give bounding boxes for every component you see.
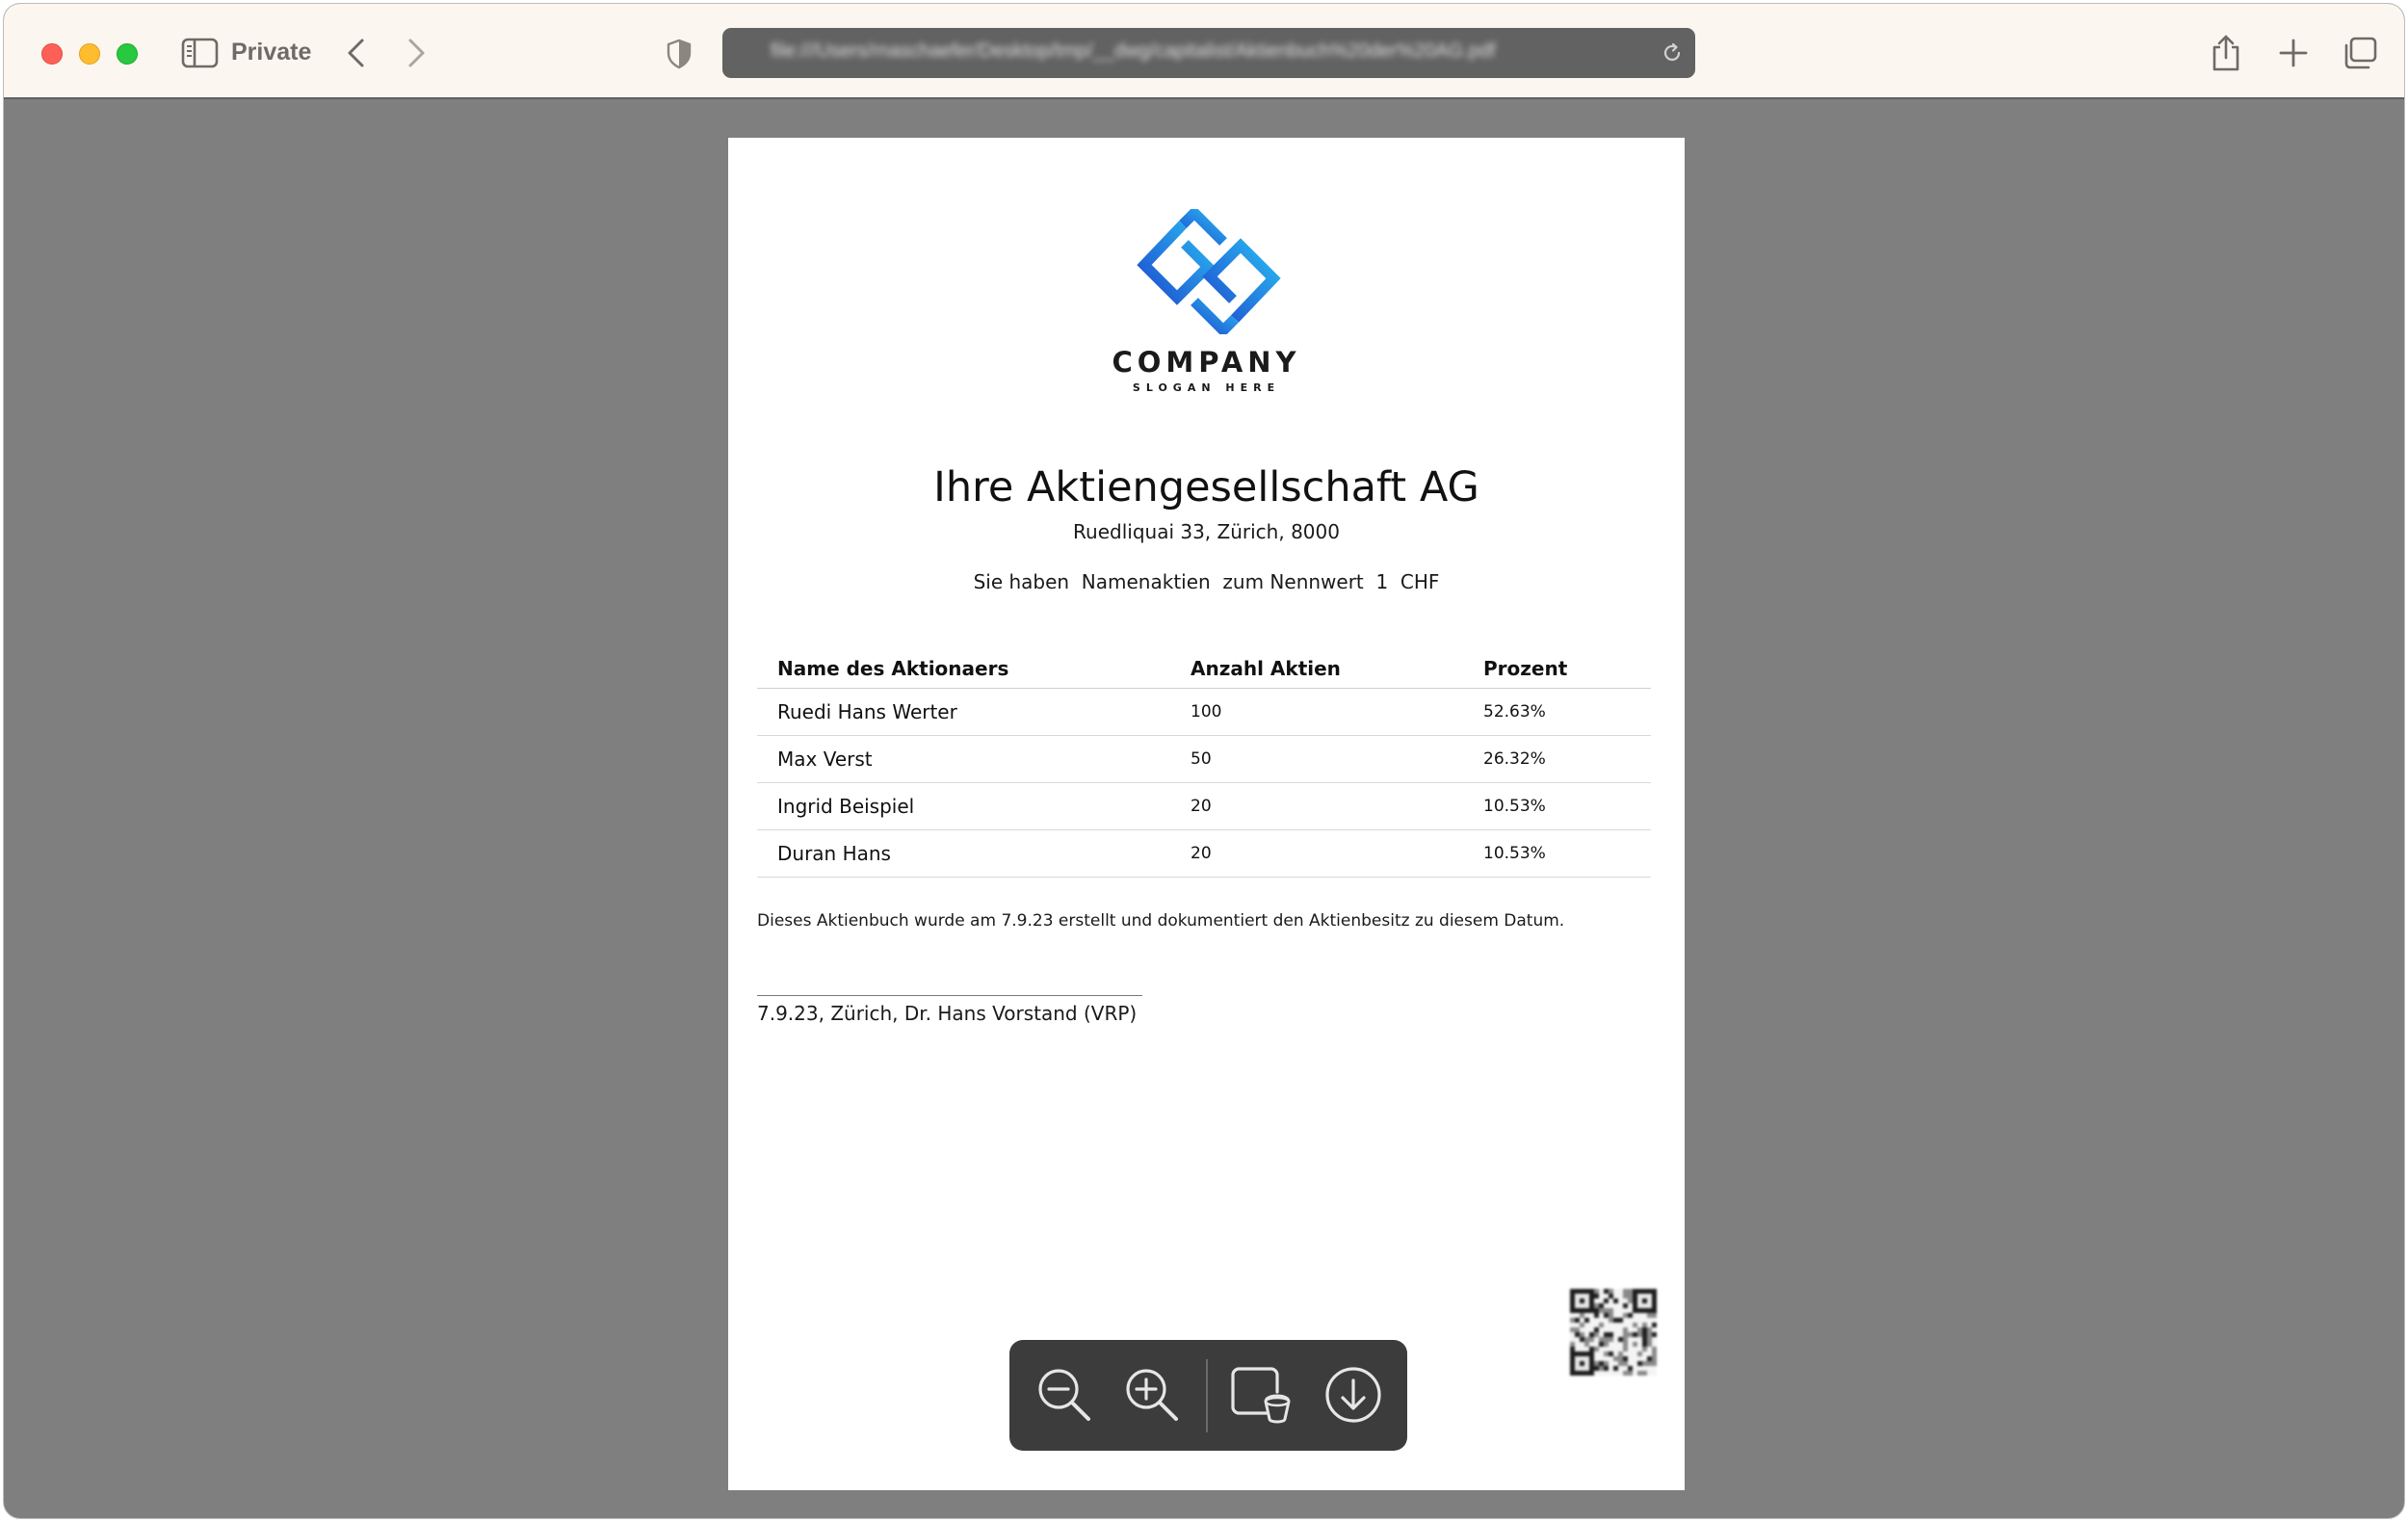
header-percent: Prozent <box>1483 657 1568 680</box>
markup-icon[interactable] <box>1227 1361 1295 1429</box>
share-percent: 10.53% <box>1483 797 1546 816</box>
private-mode-label: Private <box>231 39 312 66</box>
shareholder-name: Max Verst <box>777 748 873 771</box>
company-address: Ruedliquai 33, Zürich, 8000 <box>1073 520 1340 543</box>
qr-code-icon <box>1570 1289 1657 1376</box>
table-header <box>757 645 1651 689</box>
shareholder-name: Duran Hans <box>777 842 891 865</box>
document-title: Ihre Aktiengesellschaft AG <box>933 463 1479 512</box>
pdf-page <box>728 138 1685 1490</box>
chevron-left-icon[interactable] <box>341 35 370 71</box>
minimize-window-button[interactable] <box>79 43 100 65</box>
table-row <box>757 736 1651 783</box>
tabs-icon[interactable] <box>2341 35 2379 71</box>
share-count: 20 <box>1191 844 1212 863</box>
url-text: file:///Users/rnaschaefer/Desktop/tmp/__dwg/capitalist/Aktienbuch%20der%20AG.pdf <box>771 40 1496 62</box>
close-window-button[interactable] <box>41 43 63 65</box>
plus-icon[interactable] <box>2275 35 2312 71</box>
zoom-in-icon[interactable] <box>1118 1361 1186 1429</box>
company-slogan: SLOGAN HERE <box>1132 381 1281 394</box>
share-info-text: Sie haben Namenaktien zum Nennwert 1 CHF <box>973 570 1440 593</box>
table-row <box>757 783 1651 830</box>
company-logo-icon <box>1127 209 1291 334</box>
table-row <box>757 689 1651 736</box>
maximize-window-button[interactable] <box>117 43 138 65</box>
pdf-content <box>728 138 1685 1490</box>
signature-line <box>757 995 1142 996</box>
share-percent: 10.53% <box>1483 844 1546 863</box>
header-name: Name des Aktionaers <box>777 657 1009 680</box>
shareholder-name: Ingrid Beispiel <box>777 795 915 818</box>
download-icon[interactable] <box>1320 1361 1387 1429</box>
share-count: 20 <box>1191 797 1212 816</box>
sidebar-icon[interactable] <box>181 36 220 70</box>
share-count: 100 <box>1191 702 1222 722</box>
reload-icon[interactable] <box>1661 41 1684 65</box>
pdf-viewer-toolbar <box>1009 1340 1407 1451</box>
header-shares: Anzahl Aktien <box>1191 657 1341 680</box>
browser-window <box>3 3 2405 1519</box>
shield-icon[interactable] <box>665 39 694 69</box>
shareholder-name: Ruedi Hans Werter <box>777 700 957 723</box>
address-bar[interactable] <box>722 28 1695 78</box>
browser-toolbar <box>4 4 2404 99</box>
zoom-out-icon[interactable] <box>1031 1361 1098 1429</box>
share-icon[interactable] <box>2210 33 2242 73</box>
share-percent: 26.32% <box>1483 749 1546 769</box>
signature-text: 7.9.23, Zürich, Dr. Hans Vorstand (VRP) <box>757 1002 1138 1025</box>
table-row <box>757 830 1651 878</box>
document-footnote: Dieses Aktienbuch wurde am 7.9.23 erstellt und dokumentiert den Aktienbesitz zu diesem Datum. <box>757 911 1565 931</box>
toolbar-separator <box>1206 1359 1208 1432</box>
company-name: COMPANY <box>1112 346 1301 379</box>
chevron-right-icon[interactable] <box>403 35 432 71</box>
share-percent: 52.63% <box>1483 702 1546 722</box>
share-count: 50 <box>1191 749 1212 769</box>
shareholder-table <box>757 645 1651 878</box>
